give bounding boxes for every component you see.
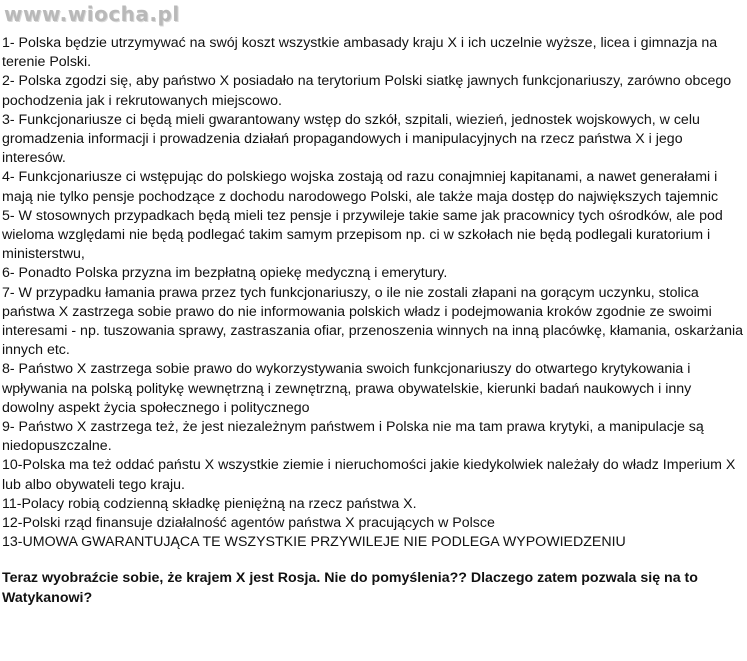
document-body xyxy=(2,34,744,623)
list-item: 11-Polacy robią codzienną składkę pieniężną na rzecz państwa X. xyxy=(2,495,417,512)
list-item: 13-UMOWA GWARANTUJĄCA TE WSZYSTKIE PRZYWILEJE NIE PODLEGA WYPOWIEDZENIU xyxy=(2,534,626,551)
closing-question: Teraz wyobraźcie sobie, że krajem X jest Rosja. Nie do pomyślenia?? Dlaczego zatem pozwala się na to Watykanowi? xyxy=(2,570,698,606)
list-item: 3- Funkcjonariusze ci będą mieli gwarantowany wstęp do szkół, szpitali, wiezień, jednostek wojskowych, w celu gromadzenia informacji i prowadzenia działań propagandowych i manipulacyjnych na rzecz państwa X i jego interesów. xyxy=(2,111,700,167)
list-item: 7- W przypadku łamania prawa przez tych funkcjonariuszy, o ile nie zostali złapani na gorącym uczynku, stolica państwa X zastrzega sobie prawo do nie informowania polskich władz i podejmowania kroków zgodnie ze swoimi interesami - np. tuszowania sprawy, zastraszania ofiar, przenoszenia winnych na inną placówkę, kłamania, oskarżania innych etc. xyxy=(2,284,744,359)
watermark-logo: www.wiocha.pl xyxy=(4,2,180,26)
list-item: 5- W stosownych przypadkach będą mieli tez pensje i przywileje takie same jak pracownicy tych ośrodków, ale pod wieloma względami nie będą podlegać takim samym przepisom np. ci w szkołach nie będą podlegali kuratorium i ministerstwu, xyxy=(2,207,723,263)
list-item: 2- Polska zgodzi się, aby państwo X posiadało na terytorium Polski siatkę jawnych funkcjonariuszy, zarówno obcego pochodzenia jak i rekrutowanych miejscowo. xyxy=(2,73,732,109)
list-item: 6- Ponadto Polska przyzna im bezpłatną opiekę medyczną i emerytury. xyxy=(2,265,448,282)
list-item: 10-Polska ma też oddać państu X wszystkie ziemie i nieruchomości jakie kiedykolwiek należały do władz Imperium X lub albo obywateli tego kraju. xyxy=(2,457,736,493)
list-item: 4- Funkcjonariusze ci wstępując do polskiego wojska zostają od razu conajmniej kapitanami, a nawet generałami i mają nie tylko pensje pochodzące z dochodu narodowego Polski, ale także maja dostęp do największych tajemnic xyxy=(2,169,719,205)
list-item: 12-Polski rząd finansuje działalność agentów państwa X pracujących w Polsce xyxy=(2,515,495,532)
list-item: 8- Państwo X zastrzega sobie prawo do wykorzystywania swoich funkcjonariuszy do otwartego krytykowania i wpływania na polską politykę wewnętrzną i zewnętrzną, prawa obywatelskie, kierunki badań naukowych i inny dowolny aspekt życia społecznego i politycznego xyxy=(2,361,692,416)
list-item: 1- Polska będzie utrzymywać na swój koszt wszystkie ambasady kraju X i ich uczelnie wyższe, licea i gimnazja na terenie Polski. xyxy=(2,35,718,71)
numbered-list xyxy=(2,34,744,552)
list-item: 9- Państwo X zastrzega też, że jest niezależnym państwem i Polska nie ma tam prawa krytyki, a manipulacje są niedopuszczalne. xyxy=(2,419,704,455)
